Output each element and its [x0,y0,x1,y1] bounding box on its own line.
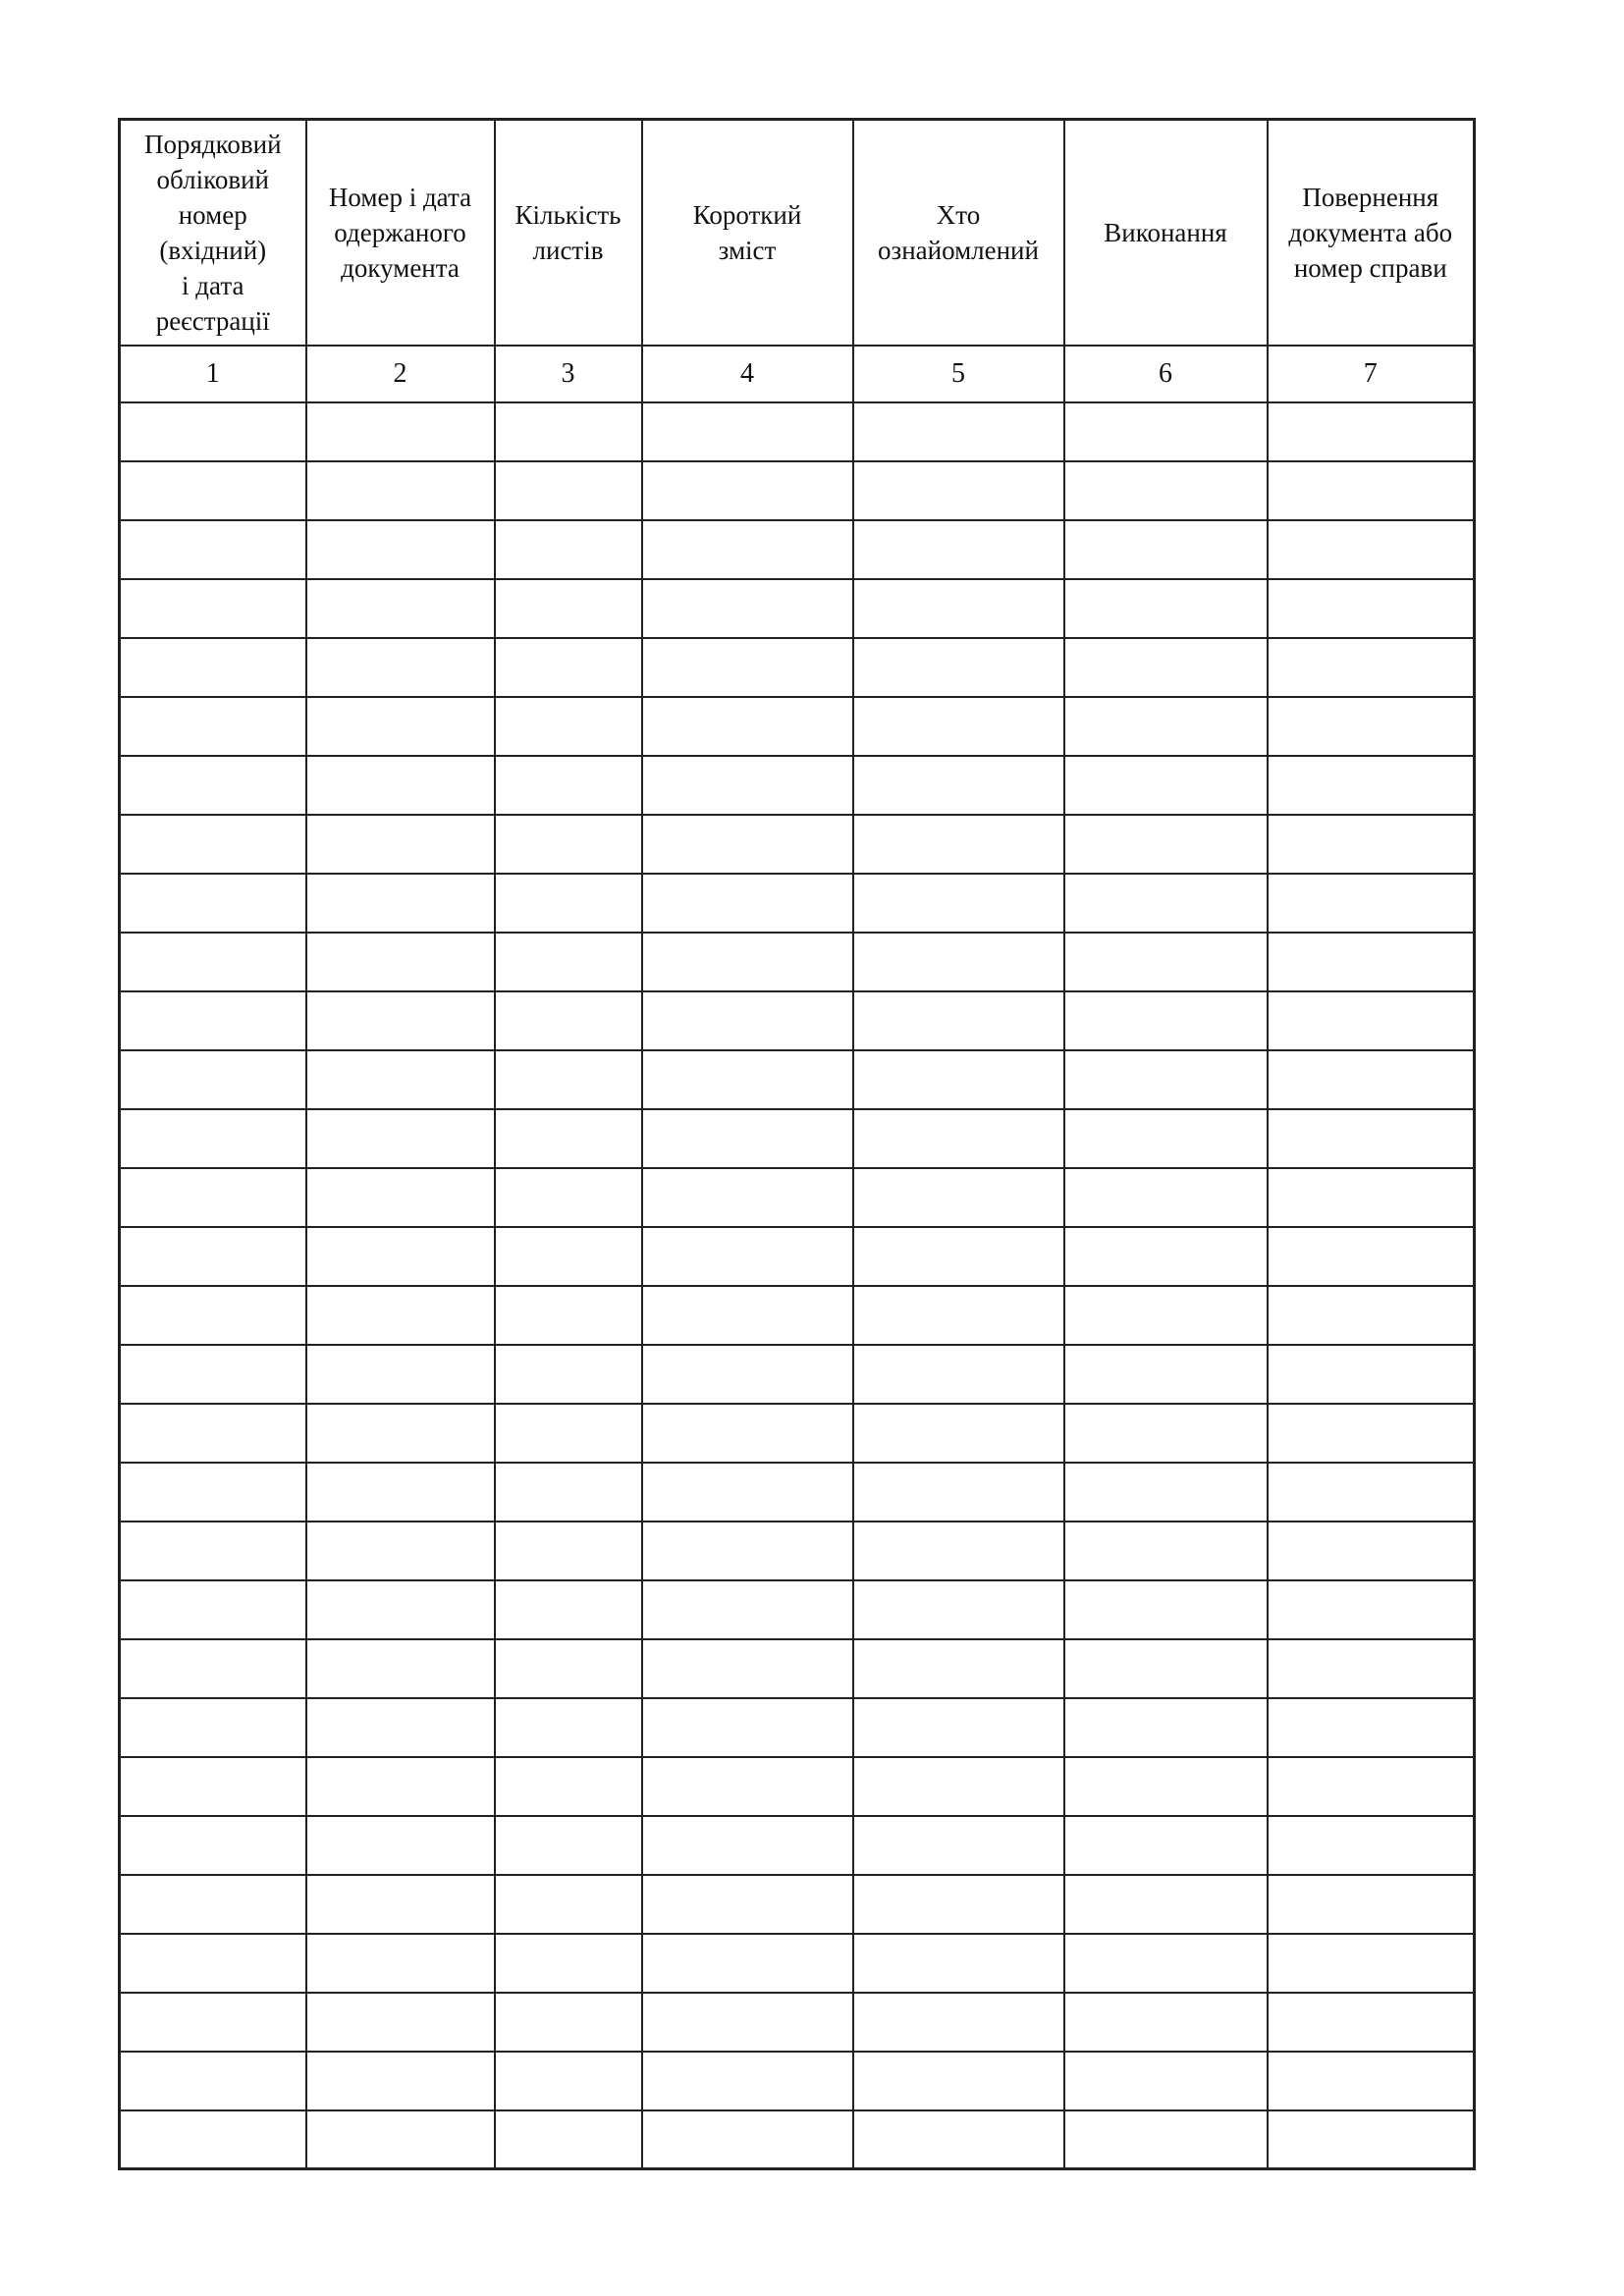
table-cell [495,402,642,461]
table-cell [120,933,306,991]
table-cell [853,2052,1064,2110]
table-cell [853,1109,1064,1168]
table-cell [1268,1698,1475,1757]
table-cell [853,933,1064,991]
table-cell [1268,1109,1475,1168]
table-cell [120,1227,306,1286]
table-cell [853,991,1064,1050]
table-cell [120,1875,306,1934]
table-cell [306,933,495,991]
table-cell [853,1463,1064,1522]
table-cell [120,2052,306,2110]
table-cell [306,2052,495,2110]
table-cell [1064,520,1268,579]
table-cell [120,1463,306,1522]
column-number: 1 [120,346,306,402]
table-cell [1064,461,1268,520]
table-cell [642,697,853,756]
table-cell [1268,1345,1475,1404]
table-cell [642,2110,853,2169]
table-cell [306,638,495,697]
table-row [120,874,1475,933]
table-cell [642,1227,853,1286]
table-cell [306,1522,495,1580]
table-cell [495,1050,642,1109]
table-row [120,1993,1475,2052]
table-cell [853,402,1064,461]
table-cell [1064,1580,1268,1639]
header-return-or-case: Повернення документа або номер справи [1268,120,1475,346]
table-cell [642,1345,853,1404]
table-cell [1064,1345,1268,1404]
table-cell [1064,1757,1268,1816]
table-cell [495,815,642,874]
table-cell [1268,461,1475,520]
table-cell [853,461,1064,520]
document-register-table [118,118,1476,2170]
table-cell [495,461,642,520]
table-cell [120,2110,306,2169]
table-cell [495,1639,642,1698]
header-row [120,120,1475,346]
table-cell [306,1580,495,1639]
table-row [120,1639,1475,1698]
table-cell [306,991,495,1050]
table-cell [120,1109,306,1168]
table-cell [120,1993,306,2052]
table-cell [642,1050,853,1109]
table-cell [642,1934,853,1993]
table-cell [120,815,306,874]
table-cell [1064,1875,1268,1934]
column-number: 6 [1064,346,1268,402]
table-cell [1268,1168,1475,1227]
table-cell [642,638,853,697]
table-cell [1268,1463,1475,1522]
table-cell [1064,1168,1268,1227]
table-cell [306,1757,495,1816]
table-cell [853,1757,1064,1816]
table-cell [495,697,642,756]
table-cell [120,520,306,579]
table-cell [306,1816,495,1875]
table-cell [853,2110,1064,2169]
table-cell [306,1934,495,1993]
table-cell [853,756,1064,815]
table-cell [1268,1522,1475,1580]
table-cell [120,402,306,461]
table-cell [120,1934,306,1993]
table-cell [853,579,1064,638]
table-cell [495,1463,642,1522]
table-row [120,1816,1475,1875]
table-cell [853,874,1064,933]
table-row [120,1345,1475,1404]
table-cell [1064,402,1268,461]
table-cell [1268,874,1475,933]
table-cell [495,1816,642,1875]
table-row [120,1875,1475,1934]
table-cell [1268,991,1475,1050]
table-row [120,1286,1475,1345]
table-cell [1268,2110,1475,2169]
table-cell [642,520,853,579]
table-cell [495,1227,642,1286]
table-cell [642,1404,853,1463]
table-row [120,1580,1475,1639]
table-row [120,815,1475,874]
table-cell [853,1993,1064,2052]
table-cell [853,638,1064,697]
table-cell [853,1522,1064,1580]
table-cell [495,1698,642,1757]
table-row [120,579,1475,638]
table-cell [1064,1286,1268,1345]
table-cell [306,1698,495,1757]
table-cell [495,579,642,638]
table-cell [120,1522,306,1580]
table-cell [495,2110,642,2169]
table-cell [306,520,495,579]
table-cell [642,2052,853,2110]
table-cell [853,815,1064,874]
table-cell [1064,991,1268,1050]
table-cell [1064,815,1268,874]
table-cell [853,1875,1064,1934]
table-row [120,1168,1475,1227]
table-cell [120,638,306,697]
table-cell [1064,2110,1268,2169]
table-cell [120,874,306,933]
table-row [120,2110,1475,2169]
table-cell [1268,1993,1475,2052]
column-number: 5 [853,346,1064,402]
table-cell [120,1168,306,1227]
table-cell [120,756,306,815]
table-cell [1268,815,1475,874]
column-number: 3 [495,346,642,402]
table-cell [306,874,495,933]
table-cell [1268,697,1475,756]
table-cell [306,2110,495,2169]
table-cell [642,1698,853,1757]
header-received-document: Номер і дата одержаного документа [306,120,495,346]
table-row [120,933,1475,991]
table-cell [306,1993,495,2052]
table-cell [1268,933,1475,991]
table-cell [853,1580,1064,1639]
column-number: 7 [1268,346,1475,402]
table-cell [1268,1404,1475,1463]
table-cell [495,1934,642,1993]
table-cell [853,1404,1064,1463]
table-cell [1064,1816,1268,1875]
table-cell [642,1816,853,1875]
table-cell [1268,1816,1475,1875]
table-cell [1064,1404,1268,1463]
table-cell [1268,1934,1475,1993]
table-cell [306,1168,495,1227]
table-row [120,1757,1475,1816]
header-summary: Короткий зміст [642,120,853,346]
table-cell [306,579,495,638]
column-number-row [120,346,1475,402]
table-row [120,461,1475,520]
table-cell [120,991,306,1050]
table-cell [1064,579,1268,638]
table-cell [1268,1227,1475,1286]
table-cell [120,1757,306,1816]
table-cell [642,815,853,874]
table-row [120,2052,1475,2110]
table-cell [1268,402,1475,461]
header-acquainted: Хто ознайомлений [853,120,1064,346]
table-cell [306,697,495,756]
table-cell [1268,579,1475,638]
table-cell [1268,1875,1475,1934]
table-cell [120,1698,306,1757]
table-row [120,1463,1475,1522]
table-cell [306,1227,495,1286]
table-cell [306,1639,495,1698]
table-cell [853,1227,1064,1286]
table-cell [1064,1463,1268,1522]
table-cell [306,1463,495,1522]
table-cell [306,1286,495,1345]
table-row [120,1522,1475,1580]
table-cell [120,1286,306,1345]
table-cell [1064,756,1268,815]
table-cell [120,1050,306,1109]
header-sheet-count: Кількість листів [495,120,642,346]
table-cell [495,991,642,1050]
table-cell [495,1580,642,1639]
table-cell [853,697,1064,756]
table-cell [120,1639,306,1698]
table-cell [1268,638,1475,697]
table-row [120,1404,1475,1463]
table-row [120,1050,1475,1109]
table-cell [642,1993,853,2052]
table-row [120,756,1475,815]
table-cell [642,874,853,933]
table-cell [306,461,495,520]
table-row [120,520,1475,579]
table-cell [1064,638,1268,697]
table-cell [642,991,853,1050]
table-cell [853,520,1064,579]
table-cell [642,1168,853,1227]
table-cell [1064,1639,1268,1698]
table-cell [120,461,306,520]
table-cell [853,1050,1064,1109]
table-cell [120,579,306,638]
table-cell [642,579,853,638]
table-cell [1268,1639,1475,1698]
table-cell [495,756,642,815]
table-cell [495,1109,642,1168]
table-cell [1064,2052,1268,2110]
table-cell [642,1757,853,1816]
table-cell [306,1404,495,1463]
table-cell [306,1345,495,1404]
table-cell [1064,1993,1268,2052]
table-cell [642,756,853,815]
table-cell [1268,1580,1475,1639]
header-execution: Виконання [1064,120,1268,346]
table-cell [495,874,642,933]
column-number: 4 [642,346,853,402]
table-cell [495,1168,642,1227]
header-registration-number: Порядковий обліковий номер (вхідний) і дата реєстрації [120,120,306,346]
table-cell [642,1109,853,1168]
table-cell [853,1639,1064,1698]
table-row [120,638,1475,697]
column-number: 2 [306,346,495,402]
table-cell [1064,1109,1268,1168]
table-cell [1064,933,1268,991]
table-cell [495,933,642,991]
table-cell [1064,1050,1268,1109]
table-cell [495,1875,642,1934]
table-cell [1064,874,1268,933]
table-row [120,697,1475,756]
table-cell [1064,1227,1268,1286]
table-cell [853,1345,1064,1404]
table-cell [495,520,642,579]
table-cell [120,697,306,756]
table-row [120,1109,1475,1168]
table-cell [1064,1934,1268,1993]
table-cell [306,402,495,461]
table-cell [120,1345,306,1404]
table-cell [495,638,642,697]
table-cell [495,1522,642,1580]
table-cell [1268,2052,1475,2110]
table-cell [120,1404,306,1463]
table-cell [120,1580,306,1639]
table-cell [642,1522,853,1580]
table-cell [642,1639,853,1698]
table-cell [642,1286,853,1345]
table-cell [1064,697,1268,756]
table-cell [1268,1757,1475,1816]
table-cell [853,1286,1064,1345]
table-cell [1064,1698,1268,1757]
table-cell [306,1875,495,1934]
table-cell [853,1168,1064,1227]
table-cell [306,815,495,874]
table-row [120,1227,1475,1286]
table-cell [495,2052,642,2110]
table-cell [1064,1522,1268,1580]
table-cell [306,756,495,815]
table-cell [120,1816,306,1875]
table-cell [642,1463,853,1522]
table-cell [1268,756,1475,815]
table-cell [495,1286,642,1345]
table-cell [853,1816,1064,1875]
table-cell [853,1698,1064,1757]
table-cell [642,1875,853,1934]
table-cell [1268,1050,1475,1109]
table-cell [495,1345,642,1404]
table-row [120,991,1475,1050]
table-cell [495,1993,642,2052]
table-cell [642,461,853,520]
table-cell [853,1934,1064,1993]
table-row [120,402,1475,461]
table-cell [642,1580,853,1639]
table-cell [642,402,853,461]
table-row [120,1934,1475,1993]
table-cell [306,1050,495,1109]
table-cell [306,1109,495,1168]
table-cell [495,1404,642,1463]
table-row [120,1698,1475,1757]
table-cell [495,1757,642,1816]
table-cell [1268,1286,1475,1345]
table-cell [642,933,853,991]
table-cell [1268,520,1475,579]
